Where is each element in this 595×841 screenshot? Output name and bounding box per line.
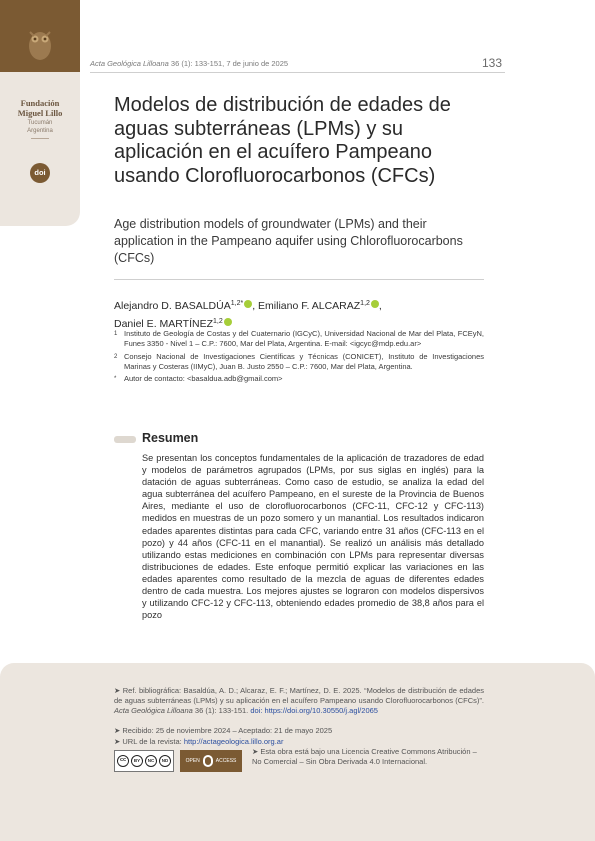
title-divider — [114, 279, 484, 280]
license-text: ➤ Esta obra está bajo una Licencia Creative Commons Atribución – No Comercial – Sin Obra Derivada 4.0 Internacional. — [252, 747, 477, 766]
affiliation: 1 Instituto de Geología de Costas y del Cuaternario (IGCyC), Universidad Nacional de Mar del Plata, FCEyN, Funes 3350 - Nivel 1 – C.P.: 7600, Mar del Plata, Argentina. E-mail: <igcyc@mdp.edu.ar> — [114, 329, 484, 349]
orcid-icon[interactable] — [224, 318, 232, 326]
author-list: Alejandro D. $BASALDÚA^{1,2*}$ , Emiliano F. ALCARAZ$^{1,2}$ , Daniel E. MARTÍNEZ$^{1,2}$ — [114, 300, 382, 330]
foundation-logo — [0, 0, 80, 72]
affiliation: 2 Consejo Nacional de Investigaciones Científicas y Técnicas (CONICET), Instituto de Investigaciones Marinas y Costeras (IIMyC), Juan B. Justo 2550 – C.P.: 7600, Mar del Plata, Argentina. — [114, 351, 484, 371]
arrow-icon: ➤ — [114, 737, 121, 746]
author-name: Emiliano F. ALCARAZ — [258, 300, 361, 312]
author-name: Alejandro D. BASALDÚA — [114, 300, 231, 312]
cc-icon: cc — [117, 755, 129, 767]
divider — [31, 138, 49, 139]
author-name: Daniel E. MARTÍNEZ — [114, 318, 213, 330]
received-accepted-dates: ➤ Recibido: 25 de noviembre 2024 – Aceptado: 21 de mayo 2025 — [114, 726, 333, 735]
journal-url: ➤ URL de la revista: http://actageologica.lillo.org.ar — [114, 737, 284, 746]
owl-logo-icon — [20, 22, 60, 62]
arrow-icon: ➤ — [252, 747, 259, 756]
foundation-location: Tucumán Argentina — [27, 120, 53, 134]
arrow-icon: ➤ — [114, 726, 121, 735]
creative-commons-badge[interactable] — [114, 750, 174, 772]
doi-link[interactable]: doi: https://doi.org/10.30550/j.agl/2065 — [250, 706, 378, 715]
orcid-icon[interactable] — [244, 300, 252, 308]
page-number: 133 — [482, 56, 503, 70]
header-divider — [90, 72, 505, 73]
contact-author: * Autor de contacto: <basaldua.adb@gmail.com> — [114, 374, 283, 384]
affiliations — [114, 329, 484, 386]
abstract-heading: Resumen — [142, 431, 199, 445]
sidebar — [0, 0, 80, 226]
section-marker — [114, 436, 136, 443]
open-lock-icon — [203, 755, 213, 767]
doi-icon[interactable]: doi — [30, 163, 50, 183]
bibliographic-reference: ➤ Ref. bibliográfica: Basaldúa, A. D.; Alcaraz, E. F.; Martínez, D. E. 2025. “Modelos de distribución de edades de aguas subterráneas (LPMs) y su aplicación en el acuífero Pampeano usando Clorofluorocarbonos (CFCs)”. Acta Geológica Lilloana 36 (1): 133-151. doi: https://doi.org/10.30550/j.agl/2065 — [114, 686, 484, 715]
cc-nd-icon: ND — [159, 755, 171, 767]
abstract-body: Se presentan los conceptos fundamentales de la aplicación de trazadores de edad y modelos de parámetros agrupados (LPMs, por sus siglas en inglés) para la datación de aguas subterráneas. Como caso de estudio, se analiza la edad del agua subterránea del acuífero Pampeano, en el sureste de la Provincia de Buenos Aires, mediante el uso de clorofluorocarbonos (CFC-11, CFC-12 y CFC-113) medidos en muestras de un pozo somero y un manantial. Los resultados indicaron edades aparentes distintas para cada CFC, variando entre 31 años (CFC-113 en el pozo) y 44 años (CFC-11 en el manantial). Se realizó un análisis más detallado utilizando estas mediciones en combinación con LPMs para representar diversas distribuciones de edades. Este enfoque permitió explicar las variaciones en las edades aparentes como resultado de la mezcla de aguas de diferentes edades dentro de cada muestra. Los mejores ajustes se lograron con modelos dispersivos y utilizando CFC-12 y CFC-113, obteniendo edades promedio de 38,8 años para el pozo — [142, 453, 484, 621]
cc-by-icon: BY — [131, 755, 143, 767]
journal-citation: Acta Geológica Lilloana 36 (1): 133-151, 7 de junio de 2025 — [90, 59, 289, 68]
article-title: Modelos de distribución de edades de aguas subterráneas (LPMs) y su aplicación en el acuífero Pampeano usando Clorofluorocarbonos (CFCs) — [114, 94, 451, 187]
arrow-icon: ➤ — [114, 686, 121, 695]
open-access-badge[interactable]: OPEN ACCESS — [180, 750, 242, 772]
cc-nc-icon: NC — [145, 755, 157, 767]
foundation-name: Fundación Miguel Lillo — [17, 98, 63, 118]
orcid-icon[interactable] — [371, 300, 379, 308]
article-subtitle: Age distribution models of groundwater (LPMs) and their application in the Pampeano aquifer using Chlorofluorocarbons (CFCs) — [114, 217, 463, 265]
journal-url-link[interactable]: http://actageologica.lillo.org.ar — [183, 737, 284, 746]
